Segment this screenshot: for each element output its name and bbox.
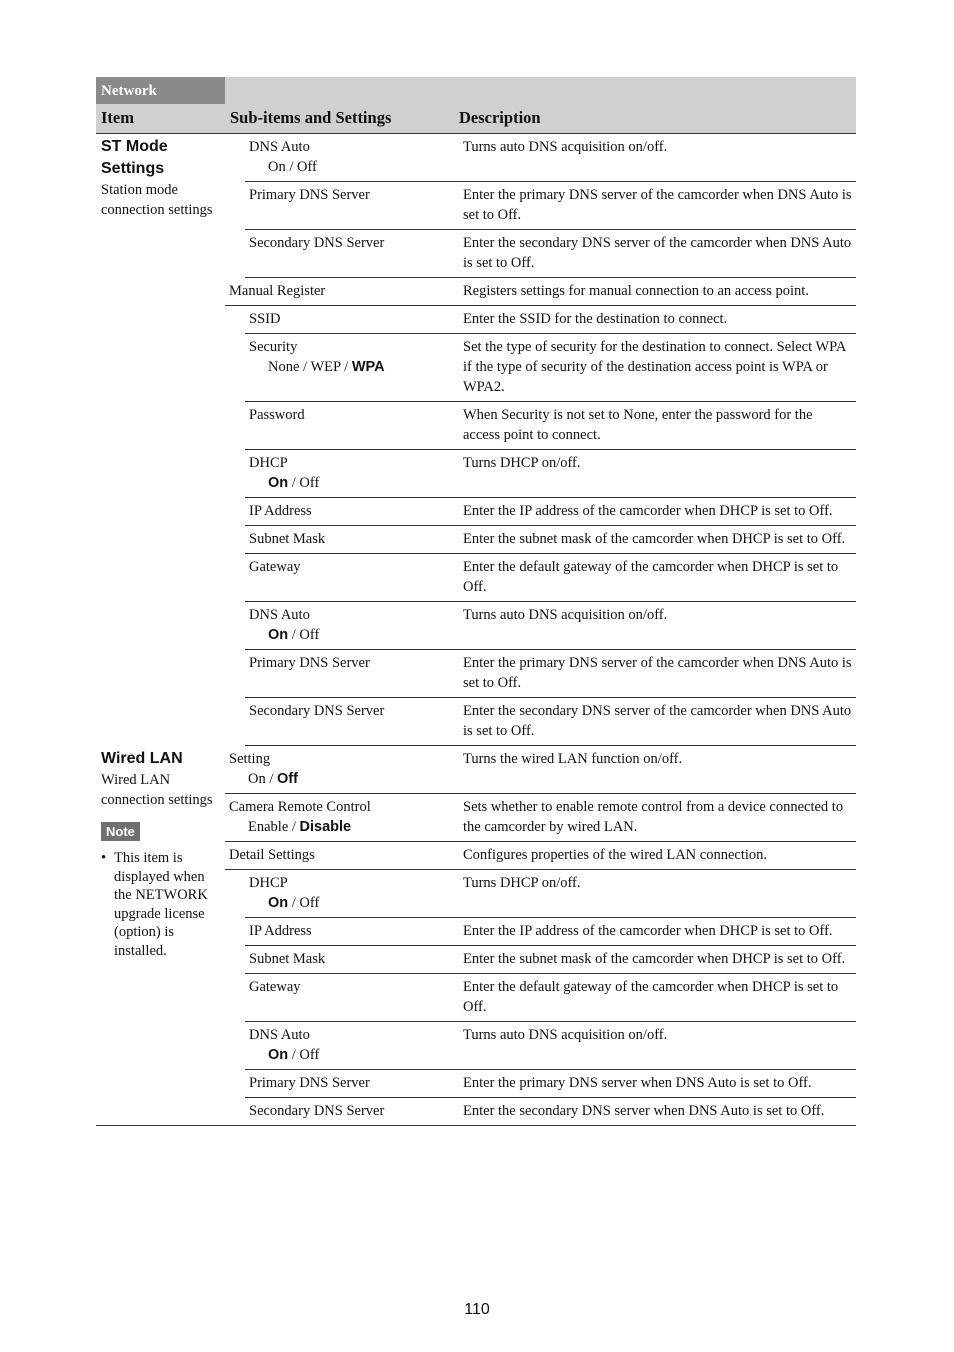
settings-table-page <box>96 77 856 1126</box>
description: Enter the default gateway of the camcorder when DHCP is set to Off. <box>454 974 856 1022</box>
sub-item-setting: Setting On / Off <box>225 746 454 794</box>
description: Enter the default gateway of the camcorder when DHCP is set to Off. <box>454 554 856 602</box>
sub-item-primary-dns: Primary DNS Server <box>245 1070 454 1098</box>
option-values: On / Off <box>268 1047 320 1063</box>
description: Turns auto DNS acquisition on/off. <box>454 1022 856 1070</box>
sub-item-dns-auto: DNS Auto On / Off <box>245 1022 454 1070</box>
description: Enter the SSID for the destination to connect. <box>454 306 856 334</box>
sub-item-gateway: Gateway <box>245 974 454 1022</box>
sub-item-password: Password <box>245 402 454 450</box>
note-text: • This item is displayed when the NETWORK upgrade license (option) is installed. <box>101 850 208 959</box>
indent-spacer <box>225 134 245 278</box>
description: Enter the subnet mask of the camcorder when DHCP is set to Off. <box>454 946 856 974</box>
description: When Security is not set to None, enter the password for the access point to connect. <box>454 402 856 450</box>
item-st-mode-settings <box>96 134 225 747</box>
option-values: Enable / Disable <box>248 819 352 835</box>
sub-item-dns-auto: DNS Auto On / Off <box>245 134 454 182</box>
description: Sets whether to enable remote control from a device connected to the camcorder by wired LAN. <box>454 794 856 842</box>
description: Enter the primary DNS server of the camcorder when DNS Auto is set to Off. <box>454 182 856 230</box>
column-header-row <box>96 104 856 134</box>
description: Turns auto DNS acquisition on/off. <box>454 134 856 182</box>
item-wired-lan <box>96 746 225 1126</box>
sub-item-secondary-dns: Secondary DNS Server <box>245 1098 454 1126</box>
description: Turns the wired LAN function on/off. <box>454 746 856 794</box>
sub-item-gateway: Gateway <box>245 554 454 602</box>
sub-item-secondary-dns: Secondary DNS Server <box>245 230 454 278</box>
description: Registers settings for manual connection to an access point. <box>454 278 856 306</box>
section-title: Network <box>96 77 225 104</box>
description: Enter the secondary DNS server of the camcorder when DNS Auto is set to Off. <box>463 703 852 739</box>
sub-item-security: Security None / WEP / WPA <box>245 334 454 402</box>
item-title: Wired LAN <box>101 750 183 767</box>
sub-item-subnet-mask: Subnet Mask <box>245 526 454 554</box>
sub-item-primary-dns: Primary DNS Server <box>245 650 454 698</box>
sub-item-camera-remote-control: Camera Remote Control Enable / Disable <box>225 794 454 842</box>
item-description: Wired LAN connection settings <box>101 772 213 808</box>
sub-item-dhcp: DHCP On / Off <box>245 450 454 498</box>
sub-item-manual-register: Manual Register <box>225 278 454 306</box>
page-number: 110 <box>464 1301 490 1318</box>
section-header-fill <box>225 77 856 104</box>
option-values: On / Off <box>248 771 298 787</box>
option-values: On / Off <box>268 895 320 911</box>
section-header-row <box>96 77 856 104</box>
description: Enter the primary DNS server when DNS Auto is set to Off. <box>454 1070 856 1098</box>
description: Turns auto DNS acquisition on/off. <box>454 602 856 650</box>
sub-item-secondary-dns: Secondary DNS Server <box>249 703 385 719</box>
sub-item-dns-auto: DNS Auto On / Off <box>245 602 454 650</box>
sub-item-ip-address: IP Address <box>245 918 454 946</box>
column-header-sub-items: Sub-items and Settings <box>225 104 454 134</box>
option-values: On / Off <box>268 627 320 643</box>
item-title: ST Mode <box>101 138 168 155</box>
description: Set the type of security for the destination to connect. Select WPA if the type of security of the destination access point is WPA or WPA2. <box>463 339 846 395</box>
indent-spacer <box>225 306 245 747</box>
table-row <box>96 746 856 794</box>
sub-item-detail-settings: Detail Settings <box>225 842 454 870</box>
table-row <box>96 134 856 182</box>
description: Configures properties of the wired LAN connection. <box>454 842 856 870</box>
note-badge: Note <box>101 822 140 841</box>
description: Enter the secondary DNS server of the camcorder when DNS Auto is set to Off. <box>454 230 856 278</box>
description: Turns DHCP on/off. <box>454 870 856 918</box>
description: Enter the IP address of the camcorder when DHCP is set to Off. <box>454 918 856 946</box>
sub-item-ip-address: IP Address <box>245 498 454 526</box>
item-description: Station mode connection settings <box>101 182 213 218</box>
description: Enter the subnet mask of the camcorder when DHCP is set to Off. <box>454 526 856 554</box>
sub-item-dhcp: DHCP On / Off <box>245 870 454 918</box>
sub-item-primary-dns: Primary DNS Server <box>245 182 454 230</box>
option-values: None / WEP / WPA <box>268 359 385 375</box>
description: Turns DHCP on/off. <box>454 450 856 498</box>
column-header-item: Item <box>96 104 225 134</box>
description: Enter the IP address of the camcorder when DHCP is set to Off. <box>454 498 856 526</box>
option-values: On / Off <box>268 475 320 491</box>
description: Enter the primary DNS server of the camcorder when DNS Auto is set to Off. <box>454 650 856 698</box>
description: Enter the secondary DNS server when DNS Auto is set to Off. <box>454 1098 856 1126</box>
option-values: On / Off <box>268 159 317 175</box>
indent-spacer <box>225 870 245 1126</box>
sub-item-subnet-mask: Subnet Mask <box>245 946 454 974</box>
network-settings-table <box>96 77 856 1126</box>
sub-item-ssid: SSID <box>245 306 454 334</box>
item-title: Settings <box>101 160 165 177</box>
column-header-description: Description <box>454 104 856 134</box>
